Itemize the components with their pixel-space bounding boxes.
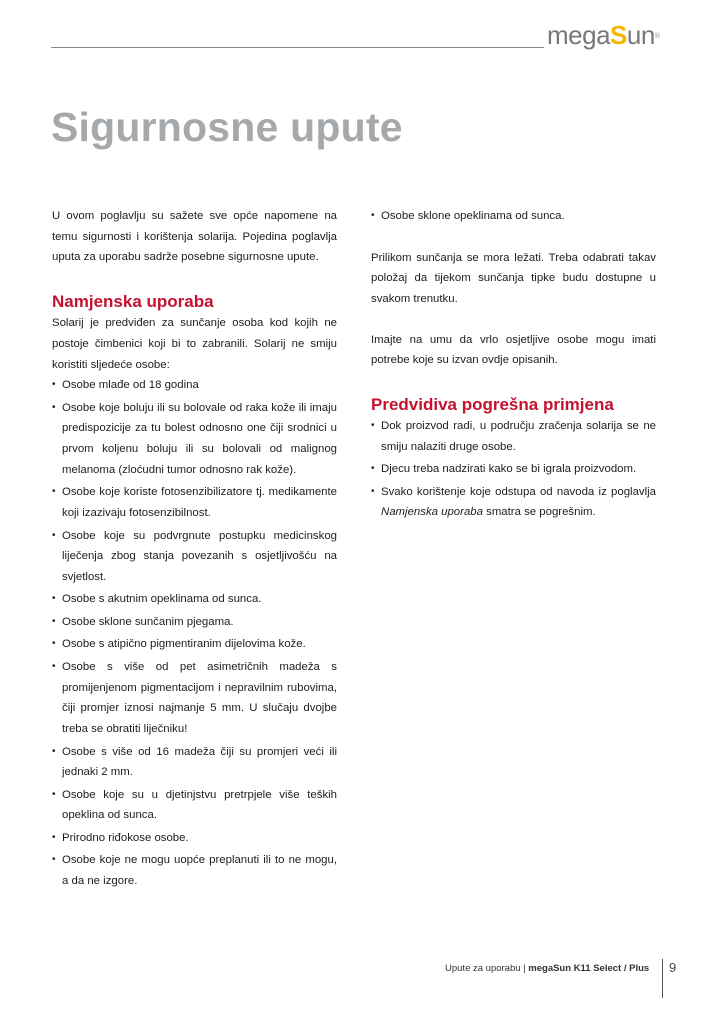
misuse-list (371, 416, 656, 523)
list-item: • Osobe s atipično pigmentiranim dijelovima kože. (52, 634, 337, 655)
footer-divider (662, 959, 663, 998)
list-item: • Osobe s akutnim opeklinama od sunca. (52, 589, 337, 610)
header-rule (51, 47, 544, 48)
left-column (52, 206, 337, 894)
page-number: 9 (669, 960, 677, 975)
intended-use-list-continued (371, 206, 656, 227)
list-item: • Osobe sklone sunčanim pjegama. (52, 612, 337, 633)
sensitive-persons-paragraph: Imajte na umu da vrlo osjetljive osobe mogu imati potrebe koje su izvan ovdje opisanih. (371, 333, 656, 367)
list-item: • Osobe koje koriste fotosenzibilizatore tj. medikamente koji izazivaju fotosenzibilnost. (52, 482, 337, 523)
list-item: • Dok proizvod radi, u području zračenja solarija se ne smiju nalaziti druge osobe. (371, 416, 656, 457)
right-column (371, 206, 656, 525)
section-reference: Namjenska uporaba (381, 506, 483, 519)
list-item: • Osobe s više od pet asimetričnih madeža s promijenjenom pigmentacijom i nepravilnim rubovima, čiji promjer iznosi najmanje 5 mm. U slučaju dvojbe treba se obratiti liječniku! (52, 657, 337, 740)
section-heading-misuse: Predvidiva pogrešna primjena (371, 395, 614, 415)
logo-sun-s-icon: S (610, 20, 627, 50)
megasun-logo (547, 19, 659, 51)
list-item: • Osobe koje boluju ili su bolovale od raka kože ili imaju predispozicije za tu bolest odnosno one čiji srodnici u prvom koljenu boluju ili su bolovali od malignog melanoma (zloćudni tumor odnosno rak kože). (52, 398, 337, 481)
intended-use-list (52, 375, 337, 892)
registered-mark: ® (654, 33, 660, 40)
page-title: Sigurnosne upute (51, 104, 403, 150)
list-item: • Svako korištenje koje odstupa od navoda iz poglavlja Namjenska uporaba smatra se pogrešnim. (371, 482, 656, 523)
intended-use-text: Solarij je predviđen za sunčanje osoba kod kojih ne postoje čimbenici koji bi to zabranili. Solarij ne smiju koristiti sljedeće osobe: (52, 317, 337, 371)
list-item: • Djecu treba nadzirati kako se bi igrala proizvodom. (371, 459, 656, 480)
logo-text-un: un (626, 20, 655, 50)
list-item: • Osobe sklone opeklinama od sunca. (371, 206, 656, 227)
section-heading-intended-use: Namjenska uporaba (52, 292, 214, 312)
intro-paragraph: U ovom poglavlju su sažete sve opće napomene na temu sigurnosti i korištenja solarija. Pojedina poglavlja uputa za uporabu sadrže posebne sigurnosne upute. (52, 210, 337, 264)
list-item: • Prirodno riđokose osobe. (52, 828, 337, 849)
list-item: • Osobe koje ne mogu uopće preplanuti ili to ne mogu, a da ne izgore. (52, 850, 337, 891)
list-item: • Osobe koje su podvrgnute postupku medicinskog liječenja zbog stanja povezanih s osjetljivošću na svjetlost. (52, 526, 337, 588)
list-item: • Osobe mlađe od 18 godina (52, 375, 337, 396)
footer-product-name: megaSun K11 Select / Plus (528, 963, 650, 974)
lying-position-paragraph: Prilikom sunčanja se mora ležati. Treba odabrati takav položaj da tijekom sunčanja tipke budu dostupne u svakom trenutku. (371, 251, 656, 305)
list-item: • Osobe koje su u djetinjstvu pretrpjele više teških opeklina od sunca. (52, 785, 337, 826)
list-item: • Osobe s više od 16 madeža čiji su promjeri veći ili jednaki 2 mm. (52, 742, 337, 783)
logo-text-mega: mega (547, 20, 611, 50)
footer-document-label: Upute za uporabu | megaSun K11 Select / Plus (445, 963, 650, 974)
